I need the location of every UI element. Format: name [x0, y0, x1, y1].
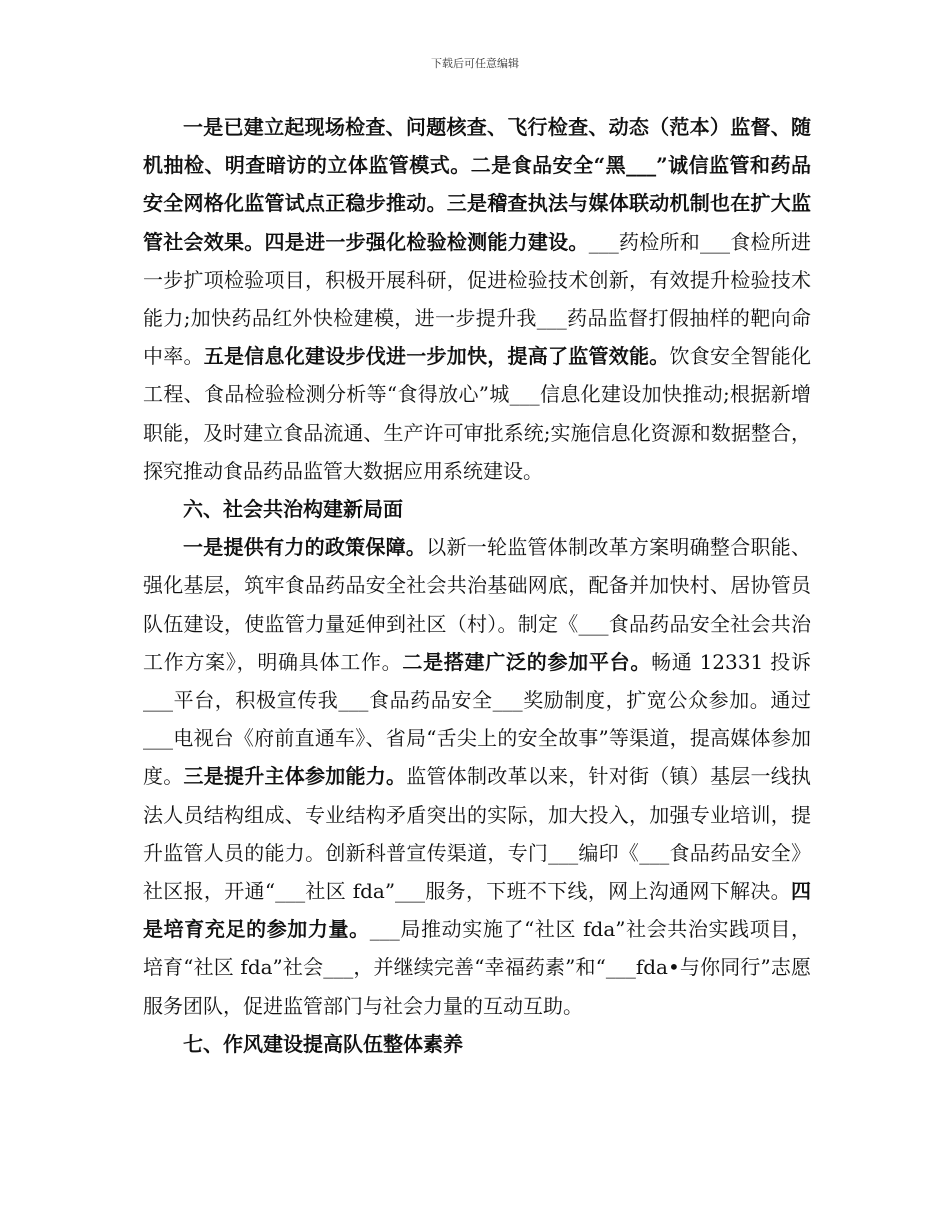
section-heading-six: [143, 490, 811, 528]
text-segment: ___药检所和___食检所进一步扩项检验项目，积极开展科研，促进检验技术创新，有效提升检验技术能力;加快药品红外快检建模，进一步提升我___药品监督打假抽样的靶向命中率。: [143, 229, 812, 369]
paragraph-social-governance: [143, 528, 811, 1025]
section-heading-text: 七、作风建设提高队伍整体素养: [183, 1031, 463, 1056]
text-segment: 畅通 12331 投诉___平台，积极宣传我___食品药品安全___奖励制度，扩宽公众参加。通过___电视台《府前直通车》、省局“舌尖上的安全故事”等渠道，提高媒体参加度。: [143, 649, 812, 789]
text-segment: 三是提升主体参加能力。: [183, 764, 407, 789]
text-segment: 四是培育充足的参加力量。: [143, 879, 811, 942]
paragraph-regulation-measures: [143, 108, 811, 490]
text-segment: 五是信息化建设步伐进一步加快，提高了监管效能。: [203, 344, 670, 369]
text-segment: 以新一轮监管体制改革方案明确整合职能、强化基层，筑牢食品药品安全社会共治基础网底，配备并加快村、居协管员队伍建设，使监管力量延伸到社区（村）。制定《___食品药品安全社会共治工作方案》，明确具体工作。: [143, 535, 812, 674]
text-segment: 二是搭建广泛的参加平台。: [402, 649, 652, 674]
text-segment: 监管体制改革以来，针对街（镇）基层一线执法人员结构组成、专业结构矛盾突出的实际，加大投入，加强专业培训，提升监管人员的能力。创新科普宣传渠道，专门___编印《___食品药品安全》社区报，开通“___社区 fda”___服务，下班不下线，网上沟通网下解决。: [143, 764, 811, 904]
page-header: 下载后可任意编辑: [431, 57, 519, 70]
text-segment: ___局推动实施了“社区 fda”社会共治实践项目，培育“社区 fda”社会___，并继续完善“幸福药素”和“___fda•与你同行”志愿服务团队，促进监管部门与社会力量的互动互助。: [143, 917, 811, 1018]
text-segment: 一是已建立起现场检查、问题核查、飞行检查、动态（范本）监督、随机抽检、明查暗访的立体监管模式。二是食品安全“黑___”诚信监管和药品安全网格化监管试点正稳步推动。三是稽查执法与媒体联动机制也在扩大监管社会效果。四是进一步强化检验检测能力建设。: [143, 115, 811, 254]
section-heading-seven: [143, 1025, 811, 1063]
section-heading-text: 六、社会共治构建新局面: [183, 497, 403, 522]
text-segment: 饮食安全智能化工程、食品检验检测分析等“食得放心”城___信息化建设加快推动;根据新增职能，及时建立食品流通、生产许可审批系统;实施信息化资源和数据整合，探究推动食品药品监管大数据应用系统建设。: [143, 344, 811, 483]
text-segment: 一是提供有力的政策保障。: [183, 535, 427, 560]
document-body: [143, 108, 811, 1063]
